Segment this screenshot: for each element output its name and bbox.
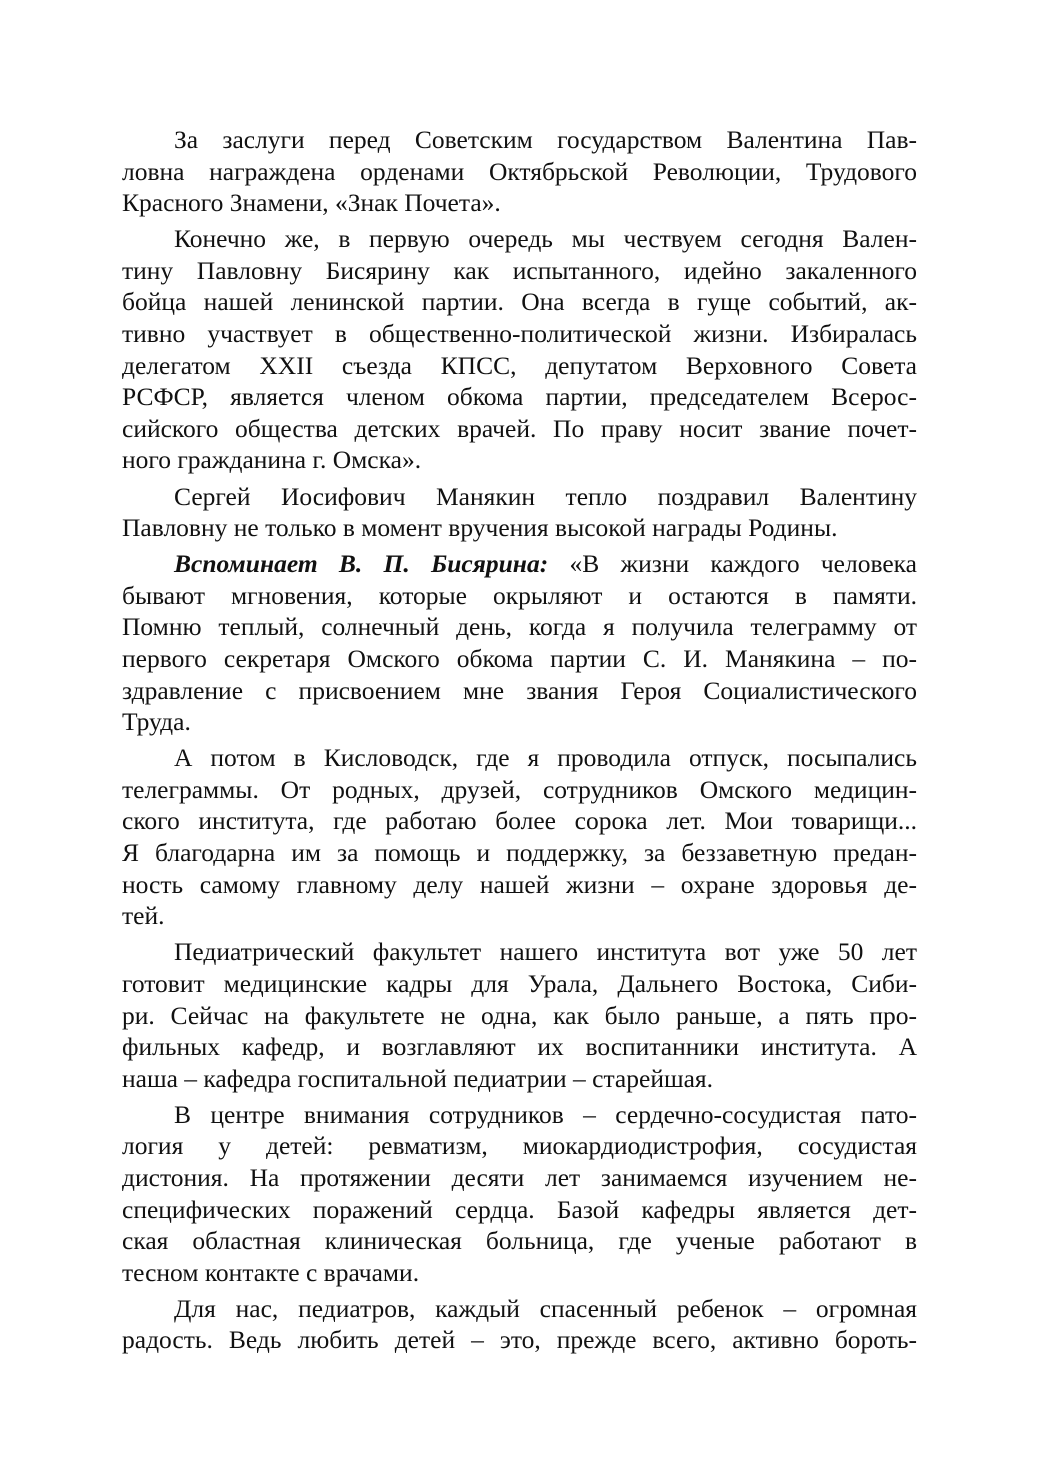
text-line: ность самому главному делу нашей жизни – охране здоровья де- [122, 869, 917, 899]
text-line: Павловну не только в момент вручения высокой награды Родины. [122, 513, 838, 543]
text-line: тесном контакте с врачами. [122, 1257, 420, 1287]
text-line: наша – кафедра госпитальной педиатрии – старейшая. [122, 1063, 714, 1093]
paragraph-pediatric-faculty [122, 936, 917, 1094]
paragraph-recollection [122, 548, 917, 738]
text-line: Я благодарна им за помощь и поддержку, за беззаветную предан- [122, 838, 917, 868]
paragraph-manyakin [122, 481, 917, 544]
text-line: бывают мгновения, которые окрыляют и остаются в памяти. [122, 580, 917, 610]
paragraph-kislovodsk [122, 742, 917, 932]
text-line: делегатом XXII съезда КПСС, депутатом Верховного Совета [122, 350, 917, 380]
text-line: бойца нашей ленинской партии. Она всегда в гуще событий, ак- [122, 287, 917, 317]
text-line: За заслуги перед Советским государством Валентина Пав- [174, 125, 917, 154]
text-line: Помню теплый, солнечный день, когда я получила телеграмму от [122, 612, 917, 642]
text-line: сийского общества детских врачей. По праву носит звание почет- [122, 413, 917, 443]
paragraph-party-fighter [122, 223, 917, 476]
recollection-lead-in: Вспоминает В. П. Бисярина: [174, 549, 549, 579]
text-line: тей. [122, 901, 165, 931]
text-line: радость. Ведь любить детей – это, прежде всего, активно бороть- [122, 1325, 917, 1355]
text-line: Труда. [122, 707, 191, 737]
text-line: Сергей Иосифович Манякин тепло поздравил Валентину [174, 481, 917, 511]
text-line: телеграммы. От родных, друзей, сотрудников Омского медицин- [122, 774, 917, 804]
text-line: ного гражданина г. Омска». [122, 445, 422, 475]
text-line: В центре внимания сотрудников – сердечно-сосудистая пато- [174, 1099, 917, 1129]
text-line: тину Павловну Бисярину как испытанного, идейно закаленного [122, 255, 917, 285]
text-line: Красного Знамени, «Знак Почета». [122, 188, 501, 218]
text-line: РСФСР, является членом обкома партии, председателем Всерос- [122, 382, 917, 412]
text-line: Педиатрический факультет нашего института вот уже 50 лет [174, 937, 917, 967]
text-line: А потом в Кисловодск, где я проводила отпуск, посыпались [174, 743, 917, 773]
text-line: дистония. На протяжении десяти лет занимаемся изучением не- [122, 1163, 917, 1192]
text-line: ского института, где работаю более сорока лет. Мои товарищи... [122, 806, 917, 836]
text-line: тивно участвует в общественно-политической жизни. Избиралась [122, 319, 917, 349]
text-line: фильных кафедр, и возглавляют их воспитанники института. А [122, 1032, 917, 1062]
document-page [122, 124, 917, 1361]
text-line: ри. Сейчас на факультете не одна, как было раньше, а пять про- [122, 1000, 917, 1030]
text-line: ловна награждена орденами Октябрьской Революции, Трудового [122, 156, 917, 186]
text-line: здравление с присвоением мне звания Героя Социалистического [122, 675, 917, 705]
text-line: специфических поражений сердца. Базой кафедры является дет- [122, 1194, 917, 1224]
paragraph-pediatricians-joy [122, 1293, 917, 1356]
text-line: Конечно же, в первую очередь мы чествуем сегодня Вален- [174, 224, 917, 254]
text-line: Для нас, педиатров, каждый спасенный ребенок – огромная [174, 1293, 917, 1323]
text-line: ская областная клиническая больница, где ученые работают в [122, 1226, 917, 1256]
text-line: логия у детей: ревматизм, миокардиодистрофия, сосудистая [122, 1131, 917, 1161]
paragraph-awards [122, 124, 917, 219]
text-line: первого секретаря Омского обкома партии С. И. Манякина – по- [122, 644, 917, 673]
text-line: готовит медицинские кадры для Урала, Дальнего Востока, Сиби- [122, 968, 917, 998]
recollection-quote-start: «В жизни каждого человека [548, 549, 918, 579]
text-line [122, 548, 917, 580]
paragraph-cardiology [122, 1099, 917, 1289]
